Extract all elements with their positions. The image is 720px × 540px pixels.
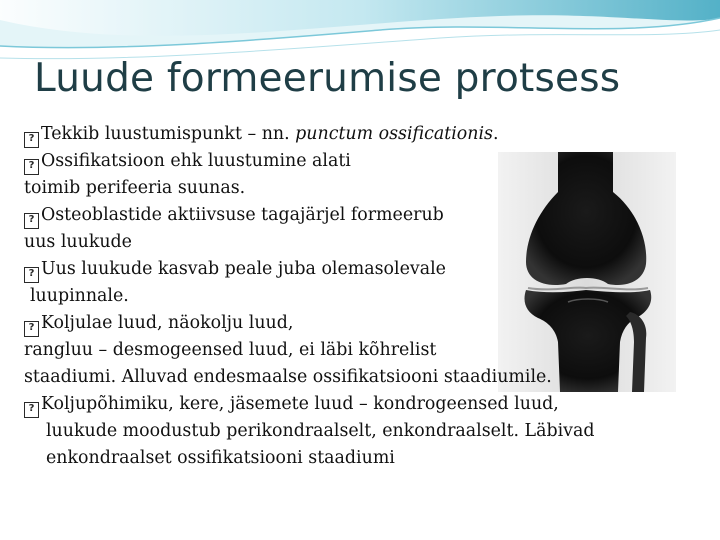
knee-xray-image [498,152,676,392]
text-line: enkondraalset ossifikatsiooni staadiumi [46,448,395,468]
bullet-item-2: ? Ossifikatsioon ehk luustumine alati [24,148,351,175]
text-line: rangluu – desmogeensed luud, ei läbi kõhrelist [24,340,437,360]
text-line: luupinnale. [30,286,129,306]
bullet-box-icon: ? [24,402,39,418]
text-line: luukude moodustub perikondraalselt, enkondraalselt. Läbivad [46,421,595,441]
bullet-box-icon: ? [24,159,39,175]
bullet-item-6: ? Koljupõhimiku, kere, jäsemete luud – kondrogeensed luud, [24,391,559,418]
text-line: staadiumi. Alluvad endesmaalse ossifikatsiooni staadiumile. [24,367,552,387]
bullet-box-icon: ? [24,321,39,337]
bullet-box-icon: ? [24,132,39,148]
text-line: toimib perifeeria suunas. [24,178,246,198]
bullet-item-1: ? Tekkib luustumispunkt – nn. punctum ossificationis. [24,121,498,148]
page-title: Luude formeerumise protsess [34,56,621,101]
bullet-item-5: ? Koljulae luud, näokolju luud, [24,310,293,337]
bullet-box-icon: ? [24,267,39,283]
text-line: uus luukude [24,232,132,252]
bullet-item-3: ? Osteoblastide aktiivsuse tagajärjel formeerub [24,202,444,229]
bullet-box-icon: ? [24,213,39,229]
bullet-item-4: ? Uus luukude kasvab peale juba olemasolevale [24,256,446,283]
